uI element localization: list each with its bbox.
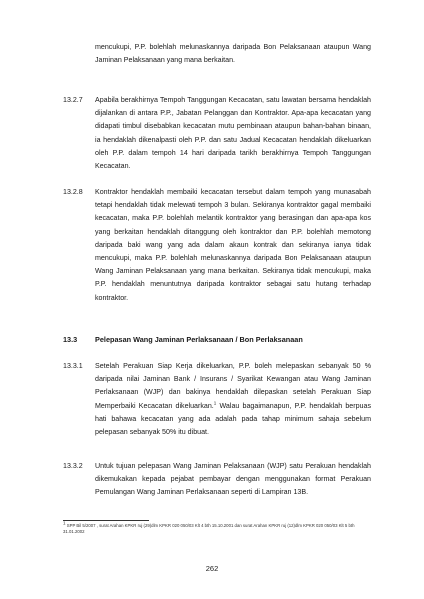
subclause-paragraph: Untuk tujuan pelepasan Wang Jaminan Pelaksanaan (WJP) satu Perakuan hendaklah dikemukakan kepada pejabat pembayar dengan menggunakan format Perakuan Pemulangan Wang Jaminan Perlaksanaan seperti di Lampiran 13B. [95,462,371,497]
subclause-number: 13.3.1 [63,362,83,370]
footnote [63,520,363,536]
clause-paragraph: Apabila berakhirnya Tempoh Tanggungan Kecacatan, satu lawatan bersama hendaklah dijalankan di antara P.P., Jabatan Pelanggan dan Kontraktor. Apa-apa kecacatan yang didapati timbul disebabkan kecacatan mutu pembinaan ataupun bahan-bahan binaan, ia hendaklah dikenalpasti oleh P.P. dan satu Jadual Kecacatan hendaklah dikeluarkan oleh P.P. dalam tempoh 14 hari daripada tarikh berakhirnya Tempoh Tanggungan Kecacatan. [95,96,371,171]
subclause-paragraph [95,360,371,439]
footnote-reference: 1 [213,400,217,406]
section-number: 13.3 [63,335,78,344]
clause-number: 13.2.8 [63,188,83,196]
section-heading: Pelepasan Wang Jaminan Perlaksanaan / Bon Perlaksanaan [95,335,303,344]
subclause-text: Setelah Perakuan Siap Kerja dikeluarkan, P.P. boleh melepaskan sebanyak 50 % daripada nilai Jaminan Bank / Insurans / Syarikat Kewangan atau Wang Jaminan Perlaksanaan (WJP) dan bakinya hendaklah dilepaskan setelah Perakuan Siap Memperbaiki Kecacatan dikeluarkan. [95,362,371,410]
subclause-text: Walau bagaimanapun, P.P. hendaklah berpuas hati bahawa kecacatan yang ada adalah pada tahap minimum sahaja sebelum pelepasan sebanyak 50% itu dibuat. [95,401,371,437]
clause-number: 13.2.7 [63,96,83,104]
footnote-text: SPP Bil 5/2007 , surat Arahan KPKR ruj (29)dlm KPKR 020 050/03 Klt 4 bth 15.10.2001 dan surat Arahan KPKR ruj (12)dlm KPKR 020 050/03 Klt 5 bth 31.01.2002 [63,523,355,535]
subclause-number: 13.3.2 [63,462,83,470]
page-number: 262 [205,564,219,573]
footnote-marker: 1 [63,520,66,526]
footnote-divider [63,520,149,521]
continuation-paragraph: mencukupi, P.P. bolehlah melunaskannya daripada Bon Pelaksanaan ataupun Wang Jaminan Pelaksanaan yang mana berkaitan. [95,43,371,65]
clause-paragraph: Kontraktor hendaklah membaiki kecacatan tersebut dalam tempoh yang munasabah tetapi hendaklah tidak melewati tempoh 3 bulan. Sekiranya kontraktor gagal membaiki kecacatan, maka P.P. bolehlah melantik kontraktor yang berasingan dan apa-apa kos yang berkaitan hendaklah ditanggung oleh kontraktor dan P.P. bolehlah memotong daripada baki wang yang ada dalam akaun kontrak dan sekiranya ianya tidak mencukupi, maka P.P. bolehlah melunaskannya daripada Bon Pelaksanaan ataupun Wang Jaminan Pelaksanaan yang mana berkaitan. Sekiranya tidak mencukupi, maka P.P. hendaklah menuntutnya daripada kontraktor sebagai satu hutang terhadap kontraktor. [95,188,371,302]
